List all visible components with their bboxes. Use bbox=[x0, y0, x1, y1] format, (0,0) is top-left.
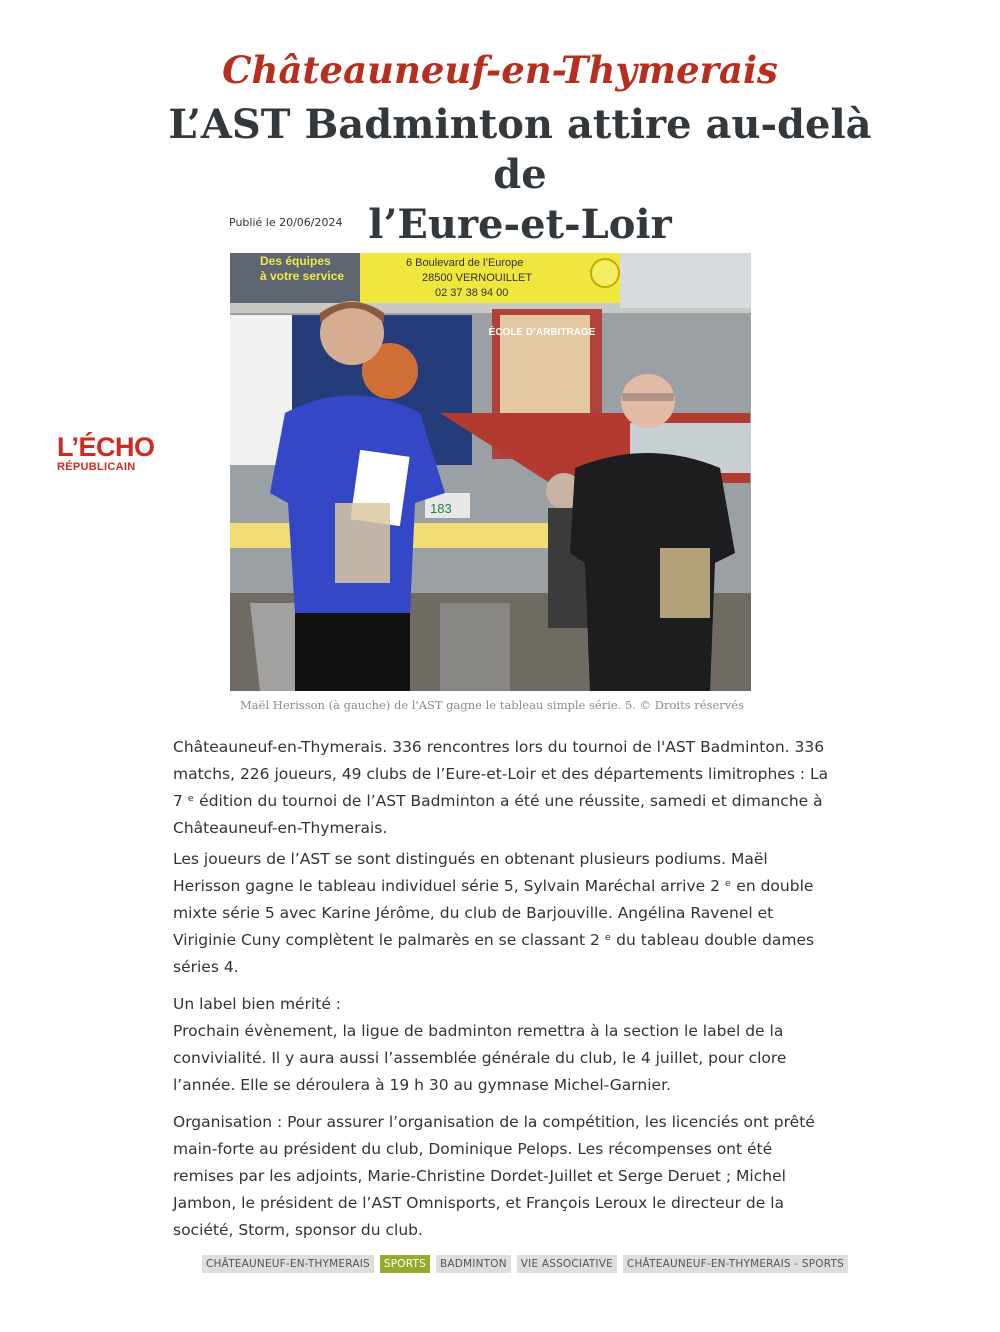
logo-line-1: L’ÉCHO bbox=[57, 432, 155, 462]
photo-illustration bbox=[230, 253, 751, 691]
paragraph-2: Les joueurs de l’AST se sont distingués en obtenant plusieurs podiums. Maël Herisson gagne le tableau individuel série 5, Sylvain Maréchal arrive 2 ᵉ en double mixte série 5 avec Karine Jérôme, du club de Barjouville. Angélina Ravenel et Viriginie Cuny complètent le palmarès en se classant 2 ᵉ du tableau double dames séries 4. bbox=[173, 850, 815, 976]
banner-text: ÉCOLE D’ARBITRAGE bbox=[488, 327, 596, 338]
tag-chateauneuf[interactable]: CHÂTEAUNEUF-EN-THYMERAIS bbox=[202, 1255, 374, 1273]
logo-line-2: RÉPUBLICAIN bbox=[57, 461, 136, 473]
photo-caption: Maël Herisson (à gauche) de l'AST gagne le tableau simple série. 5. © Droits réservés bbox=[240, 698, 744, 712]
tag-list bbox=[202, 1255, 848, 1273]
tag-chateauneuf-sports[interactable]: CHÂTEAUNEUF-EN-THYMERAIS - SPORTS bbox=[623, 1255, 848, 1273]
publish-date: Publié le 20/06/2024 bbox=[229, 216, 343, 229]
scoreboard-text: 183 bbox=[430, 501, 452, 516]
sign-left-line-2: à votre service bbox=[260, 269, 345, 283]
paragraph-4: Organisation : Pour assurer l’organisation de la compétition, les licenciés ont prêté main-forte au président du club, Dominique Pelops. Les récompenses ont été remises par les adjoints, Marie-Christine Dordet-Juillet et Serge Deruet ; Michel Jambon, le président de l’AST Omnisports, et François Leroux le directeur de la société, Storm, sponsor du club. bbox=[173, 1113, 815, 1239]
sign-right-line-1: 6 Boulevard de l’Europe bbox=[406, 257, 524, 269]
tag-sports[interactable]: SPORTS bbox=[380, 1255, 430, 1273]
publication-logo[interactable] bbox=[57, 434, 155, 473]
sign-right-line-2: 28500 VERNOUILLET bbox=[422, 272, 533, 284]
paragraph-3: Prochain évènement, la ligue de badminton remettra à la section le label de la convivialité. Il y aura aussi l’assemblée générale du club, le 4 juillet, pour clore l’année. Elle se déroulera à 19 h 30 au gymnase Michel-Garnier. bbox=[173, 1022, 787, 1094]
title-line-1: L’AST Badminton attire au-delà de bbox=[168, 101, 872, 198]
article-kicker: Châteauneuf-en-Thymerais bbox=[222, 48, 778, 92]
section-heading: Un label bien mérité : bbox=[173, 995, 342, 1013]
sign-right-line-3: 02 37 38 94 00 bbox=[435, 287, 509, 299]
article-photo bbox=[230, 253, 751, 691]
tag-vie-associative[interactable]: VIE ASSOCIATIVE bbox=[517, 1255, 617, 1273]
sign-left-line-1: Des équipes bbox=[260, 254, 331, 268]
paragraph-1: Châteauneuf-en-Thymerais. 336 rencontres lors du tournoi de l'AST Badminton. 336 matchs, 226 joueurs, 49 clubs de l’Eure-et-Loir et des départements limitrophes : La 7 ᵉ édition du tournoi de l’AST Badminton a été une réussite, samedi et dimanche à Châteauneuf-en-Thymerais. bbox=[173, 738, 829, 837]
article-body bbox=[173, 734, 833, 1248]
tag-badminton[interactable]: BADMINTON bbox=[436, 1255, 511, 1273]
title-line-2: l’Eure-et-Loir bbox=[368, 201, 672, 248]
